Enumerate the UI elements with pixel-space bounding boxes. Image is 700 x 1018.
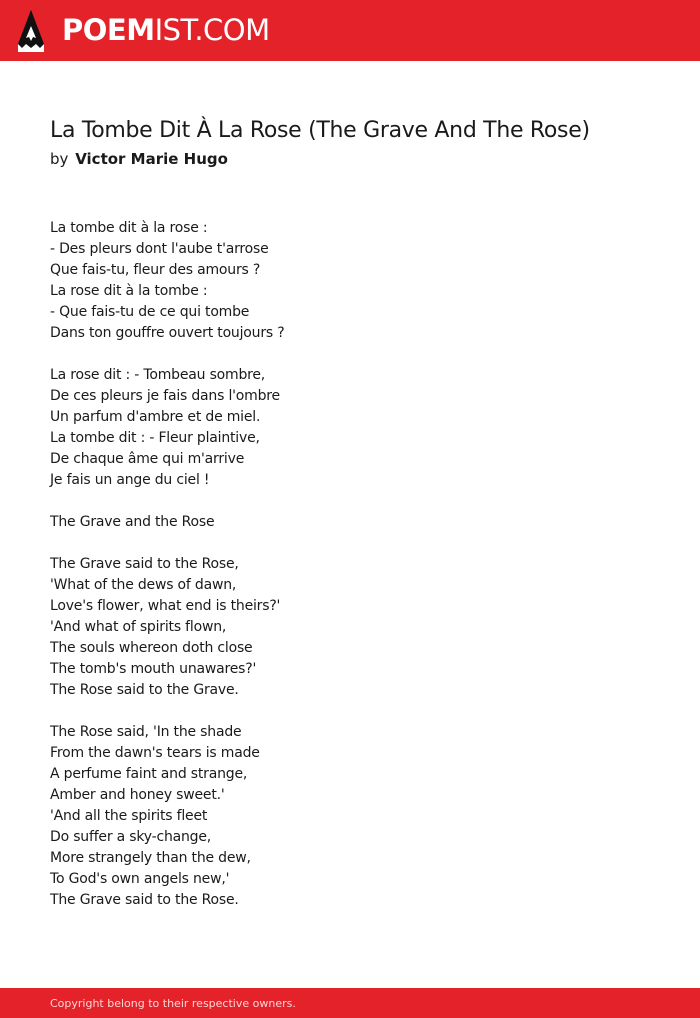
poem-line: Do suffer a sky-change, [50,829,212,845]
poem-line: Amber and honey sweet.' [50,787,225,803]
poem-line: Je fais un ange du ciel ! [50,472,210,488]
poem-line: 'And all the spirits fleet [50,808,208,824]
poem-line: A perfume faint and strange, [50,766,248,782]
poem-line: The souls whereon doth close [50,640,253,656]
poem-line: The Grave said to the Rose, [50,556,239,572]
poem-body [50,218,650,911]
copyright-notice: Copyright belong to their respective owners. [50,997,296,1010]
poem-author: Victor Marie Hugo [75,150,228,168]
poem-line: Un parfum d'ambre et de miel. [50,409,261,425]
poem-stanza [50,365,650,491]
site-header [0,0,700,61]
poem-line: La tombe dit à la rose : [50,220,208,236]
pencil-tip-icon [17,10,45,52]
poem-stanza [50,554,650,701]
logo-bold-text: POEM [62,13,155,47]
stanza-break [50,533,650,554]
poem-line: 'What of the dews of dawn, [50,577,237,593]
poem-line: The Rose said, 'In the shade [50,724,242,740]
poem-line: De chaque âme qui m'arrive [50,451,245,467]
poem-line: De ces pleurs je fais dans l'ombre [50,388,280,404]
poem-line: La tombe dit : - Fleur plaintive, [50,430,260,446]
site-logo[interactable] [62,11,270,49]
poem-line: Love's flower, what end is theirs?' [50,598,281,614]
poem-line: Dans ton gouffre ouvert toujours ? [50,325,285,341]
poem-line: La rose dit à la tombe : [50,283,208,299]
poem-line: La rose dit : - Tombeau sombre, [50,367,266,383]
poem-line: The Rose said to the Grave. [50,682,239,698]
poem-line: - Que fais-tu de ce qui tombe [50,304,250,320]
poem-byline [50,148,228,170]
stanza-break [50,491,650,512]
poem-stanza [50,512,650,533]
poem-line: Que fais-tu, fleur des amours ? [50,262,261,278]
poem-line: - Des pleurs dont l'aube t'arrose [50,241,269,257]
poem-line: To God's own angels new,' [50,871,230,887]
site-footer [0,988,700,1018]
poem-line: From the dawn's tears is made [50,745,260,761]
by-label: by [50,150,69,168]
poem-line: The Grave said to the Rose. [50,892,239,908]
poem-line: More strangely than the dew, [50,850,251,866]
poem-line: 'And what of spirits flown, [50,619,227,635]
stanza-break [50,344,650,365]
poem-line: The Grave and the Rose [50,514,215,530]
stanza-break [50,701,650,722]
poem-stanza [50,722,650,911]
poem-stanza [50,218,650,344]
poem-line: The tomb's mouth unawares?' [50,661,257,677]
logo-light-text: IST.COM [154,13,270,47]
poem-title: La Tombe Dit À La Rose (The Grave And The Rose) [50,118,590,143]
